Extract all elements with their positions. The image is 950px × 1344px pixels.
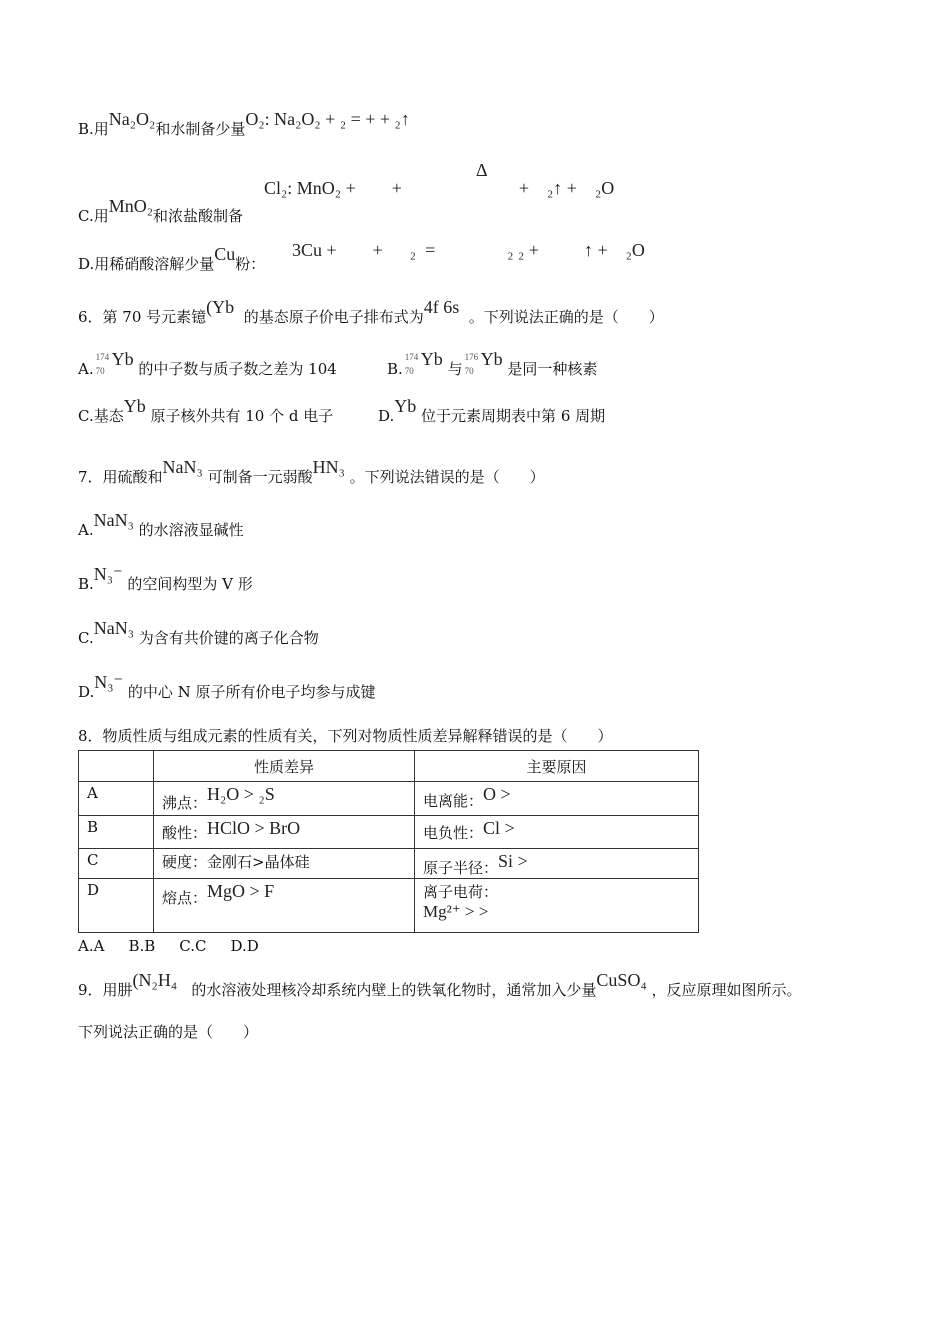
formula: Yb — [111, 349, 134, 369]
question-7 — [78, 457, 545, 487]
choice: D.D — [230, 937, 259, 955]
formula: MnO₂ — [108, 196, 153, 216]
formula: Yb — [394, 396, 417, 416]
mass-number: 176 — [464, 352, 479, 362]
isotope — [94, 352, 112, 380]
formula: HClO > BrO — [207, 818, 301, 838]
option-label: D. — [378, 407, 395, 425]
q6-option-a — [78, 349, 337, 380]
formula: Yb — [420, 349, 443, 369]
formula: Yb — [480, 349, 503, 369]
formula: N₃⁻ — [93, 564, 123, 584]
cell-text: 离子电荷： — [423, 883, 499, 901]
table-header — [79, 751, 699, 782]
option-label: B. — [78, 575, 94, 593]
q7-option-b — [78, 564, 253, 594]
q7-option-d — [78, 672, 376, 702]
header-cell: 性质差异 — [154, 751, 415, 782]
question-text: 。下列说法错误的是（ ） — [349, 468, 545, 486]
reason-cell — [415, 849, 699, 879]
cell-text: 电离能： — [423, 792, 484, 810]
option-text: 为含有共价键的离子化合物 — [138, 629, 319, 647]
formula: Cl > — [483, 818, 515, 838]
option-cell: C — [79, 849, 154, 879]
option-text: 粉： — [235, 255, 266, 273]
property-cell — [154, 849, 415, 879]
option-text: 原子核外共有 10 个 d 电子 — [150, 407, 334, 425]
reason-cell — [415, 816, 699, 849]
option-text: 和浓盐酸制备 — [153, 207, 244, 225]
formula: H₂O > ₂S — [207, 784, 275, 804]
question-6 — [78, 297, 664, 327]
cell-text: 原子半径： — [423, 859, 499, 877]
cell-text: 电负性： — [423, 824, 484, 842]
option-text: 位于元素周期表中第 6 周期 — [421, 407, 606, 425]
property-cell — [154, 879, 415, 933]
q8-choices — [78, 937, 259, 955]
formula: MgO > F — [207, 881, 275, 901]
option-cell: A — [79, 782, 154, 816]
formula: (Yb — [206, 297, 235, 317]
option-label: A. — [78, 360, 94, 378]
question-text: ，反应原理如图所示。 — [651, 981, 802, 999]
q7-option-a — [78, 510, 244, 540]
question-text: 的基态原子价电子排布式为 — [243, 308, 424, 326]
header-cell: 主要原因 — [415, 751, 699, 782]
formula: Yb — [123, 396, 146, 416]
table-row — [79, 849, 699, 879]
option-text: D.用稀硝酸溶解少量 — [78, 255, 215, 273]
formula: Mg²⁺ > > — [423, 902, 489, 921]
option-label: A. — [78, 521, 94, 539]
formula: Si > — [498, 851, 528, 871]
formula: Na₂O₂ — [108, 109, 156, 129]
atomic-number: 70 — [404, 366, 414, 376]
heat-condition: Δ — [476, 160, 488, 180]
reason-cell — [415, 879, 699, 933]
q6-option-c — [78, 396, 334, 426]
q5-option-c — [78, 196, 244, 226]
q6-option-b — [387, 349, 598, 380]
atomic-number: 70 — [95, 366, 105, 376]
question-9-line-2: 下列说法正确的是（ ） — [78, 1023, 259, 1041]
option-text: 是同一种核素 — [507, 360, 598, 378]
formula: (N₂H₄ — [132, 970, 178, 990]
option-text: 的中子数与质子数之差为 104 — [138, 360, 337, 378]
isotope — [403, 352, 421, 380]
formula: O > — [483, 784, 511, 804]
option-text: 的水溶液显碱性 — [138, 521, 244, 539]
table-row — [79, 816, 699, 849]
option-text: C.用 — [78, 207, 109, 225]
equation: 3Cu + + ₂ = ₂ ₂ + ↑ + ₂O — [292, 240, 645, 260]
mass-number: 174 — [404, 352, 419, 362]
isotope — [463, 352, 481, 380]
option-text: 的空间构型为 V 形 — [127, 575, 253, 593]
formula: 4f 6s — [423, 297, 460, 317]
option-label: C.基态 — [78, 407, 124, 425]
option-text: 与 — [447, 360, 463, 378]
formula: NaN₃ — [93, 510, 134, 530]
equation: Cl₂: MnO₂ + + + ₂↑ + ₂O — [264, 178, 615, 198]
reason-cell — [415, 782, 699, 816]
mass-number: 174 — [95, 352, 110, 362]
question-text: 7．用硫酸和 — [78, 468, 163, 486]
option-text: 的中心 N 原子所有价电子均参与成键 — [127, 683, 376, 701]
option-label: C. — [78, 629, 94, 647]
question-text: 的水溶液处理核冷却系统内壁上的铁氧化物时，通常加入少量 — [191, 981, 597, 999]
option-label: B. — [387, 360, 403, 378]
question-9 — [78, 970, 802, 1000]
formula: NaN₃ — [93, 618, 134, 638]
option-text: B.用 — [78, 120, 109, 138]
option-cell: B — [79, 816, 154, 849]
question-text: 6．第 70 号元素镱 — [78, 308, 207, 326]
cell-text: 硬度：金刚石>晶体硅 — [162, 853, 310, 871]
question-text: 。下列说法正确的是（ ） — [468, 308, 664, 326]
formula: HN₃ — [312, 457, 345, 477]
option-cell: D — [79, 879, 154, 933]
atomic-number: 70 — [464, 366, 474, 376]
formula: NaN₃ — [162, 457, 203, 477]
q7-option-c — [78, 618, 319, 648]
property-cell — [154, 816, 415, 849]
question-8: 8．物质性质与组成元素的性质有关，下列对物质性质差异解释错误的是（ ） — [78, 727, 613, 745]
question-text: 可制备一元弱酸 — [207, 468, 313, 486]
choice: C.C — [179, 937, 207, 955]
q6-option-d — [378, 396, 606, 426]
formula: N₃⁻ — [94, 672, 124, 692]
table-row — [79, 879, 699, 933]
equation: O₂: Na₂O₂ + ₂ = + + ₂↑ — [245, 109, 410, 129]
option-label: D. — [78, 683, 95, 701]
question-text: 9．用肼 — [78, 981, 133, 999]
cell-text: 熔点： — [162, 889, 208, 907]
choice: B.B — [128, 937, 156, 955]
q8-table — [78, 750, 699, 933]
cell-text: 酸性： — [162, 824, 208, 842]
option-text: 和水制备少量 — [155, 120, 246, 138]
formula: CuSO₄ — [596, 970, 647, 990]
property-cell — [154, 782, 415, 816]
cell-text: 沸点： — [162, 794, 208, 812]
q5-option-b — [78, 109, 410, 139]
header-cell — [79, 751, 154, 782]
choice: A.A — [78, 937, 105, 955]
q5-option-d — [78, 244, 266, 274]
formula: Cu — [214, 244, 236, 264]
table-row — [79, 782, 699, 816]
